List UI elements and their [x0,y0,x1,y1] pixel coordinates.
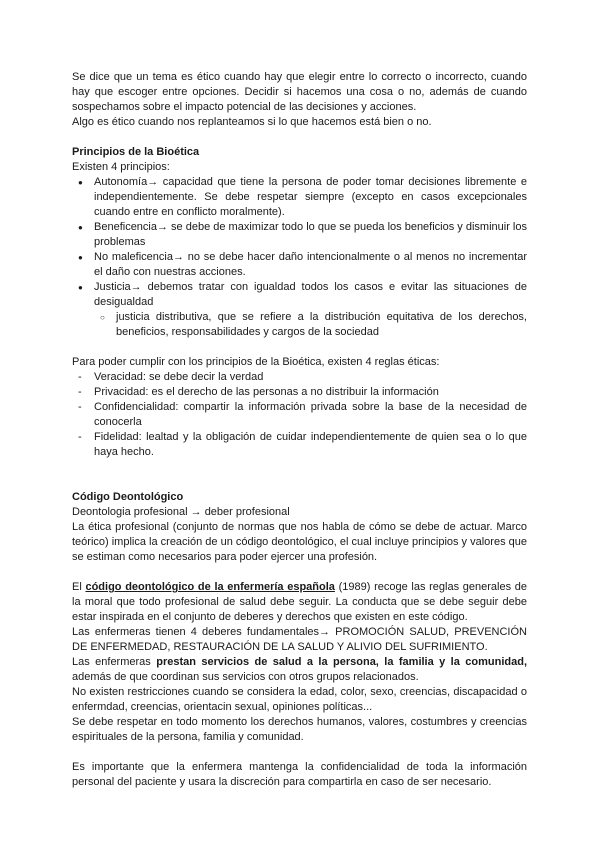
bold-text: prestan servicios de salud a la persona, la familia y la comunidad, [156,656,527,668]
principios-list [72,175,527,310]
reglas-list [72,370,527,460]
codigo-link[interactable]: código deontológico de la enfermería española [85,581,335,593]
principios-sublist [94,310,527,340]
codigo-paragraph: Es importante que la enfermera mantenga la confidencialidad de toda la información personal del paciente y usara la discreción para compartirla en caso de ser necesario. [72,761,527,788]
list-item: - Privacidad: es el derecho de las personas a no distribuir la información [72,385,527,400]
list-item: - Confidencialidad: compartir la información privada sobre la base de la necesidad de conocerla [72,400,527,430]
text-span: (1989) recoge las reglas generales de la moral que todo profesional de salud debe seguir. La conducta que se debe seguir debe estar inspirada en el conjunto de deberes y derechos que existen en este código. [72,581,528,623]
document-page [72,70,527,790]
list-item: ● Beneficencia→ se debe de maximizar todo lo que se pueda los beneficios y disminuir los problemas [72,220,527,250]
text-span: El [72,581,86,593]
codigo-subtitle: Deontologia profesional → deber profesional [72,506,290,518]
codigo-paragraph [72,655,527,685]
codigo-paragraph: Se debe respetar en todo momento los derechos humanos, valores, costumbres y creencias espirituales de la persona, familia y comunidad. [72,716,527,743]
list-item: - Veracidad: se debe decir la verdad [72,370,527,385]
codigo-paragraph: La ética profesional (conjunto de normas que nos habla de cómo se debe de actuar. Marco teórico) implica la creación de un código deontológico, el cual incluye principios y valores que se estiman como necesarios para poder ejercer una profesión. [72,521,527,563]
text-span: Las enfermeras [72,656,157,668]
principios-lead: Existen 4 principios: [72,161,170,173]
reglas-lead: Para poder cumplir con los principios de la Bioética, existen 4 reglas éticas: [72,356,440,368]
list-item: ○ justicia distributiva, que se refiere a la distribución equitativa de los derechos, beneficios, responsabilidades y cargos de la sociedad [94,310,527,340]
section-heading-codigo: Código Deontológico [72,491,184,503]
codigo-paragraph: No existen restricciones cuando se considera la edad, color, sexo, creencias, discapacidad o enfermdad, creencias, orientacin sexual, opiniones políticas... [72,686,527,713]
intro-paragraph: Se dice que un tema es ético cuando hay que elegir entre lo correcto o incorrecto, cuando hay que escoger entre opciones. Decidir si hacemos una cosa o no, además de cuando sospechamos sobre el impacto potencial de las decisiones y acciones. [72,71,527,113]
list-item: ● No maleficencia→ no se debe hacer daño intencionalmente o al menos no incrementar el daño con nuestras acciones. [72,250,527,280]
list-item: - Fidelidad: lealtad y la obligación de cuidar independientemente de quien sea o lo que haya hecho. [72,430,527,460]
text-span: además de que coordinan sus servicios con otros grupos relacionados. [72,671,419,683]
list-item: ● Autonomía→ capacidad que tiene la persona de poder tomar decisiones libremente e independientemente. Se debe respetar siempre (excepto en casos excepcionales cuando entre en conflicto moralmente). [72,175,527,220]
intro-sentence: Algo es ético cuando nos replanteamos si lo que hacemos está bien o no. [72,116,432,128]
section-heading-principios: Principios de la Bioética [72,146,200,158]
list-item: ● Justicia→ debemos tratar con igualdad todos los casos e evitar las situaciones de desigualdad [72,280,527,310]
codigo-paragraph [72,580,527,625]
codigo-paragraph: Las enfermeras tienen 4 deberes fundamentales→ PROMOCIÓN SALUD, PREVENCIÓN DE ENFERMEDAD, RESTAURACIÓN DE LA SALUD Y ALIVIO DEL SUFRIMIENTO. [72,626,527,653]
